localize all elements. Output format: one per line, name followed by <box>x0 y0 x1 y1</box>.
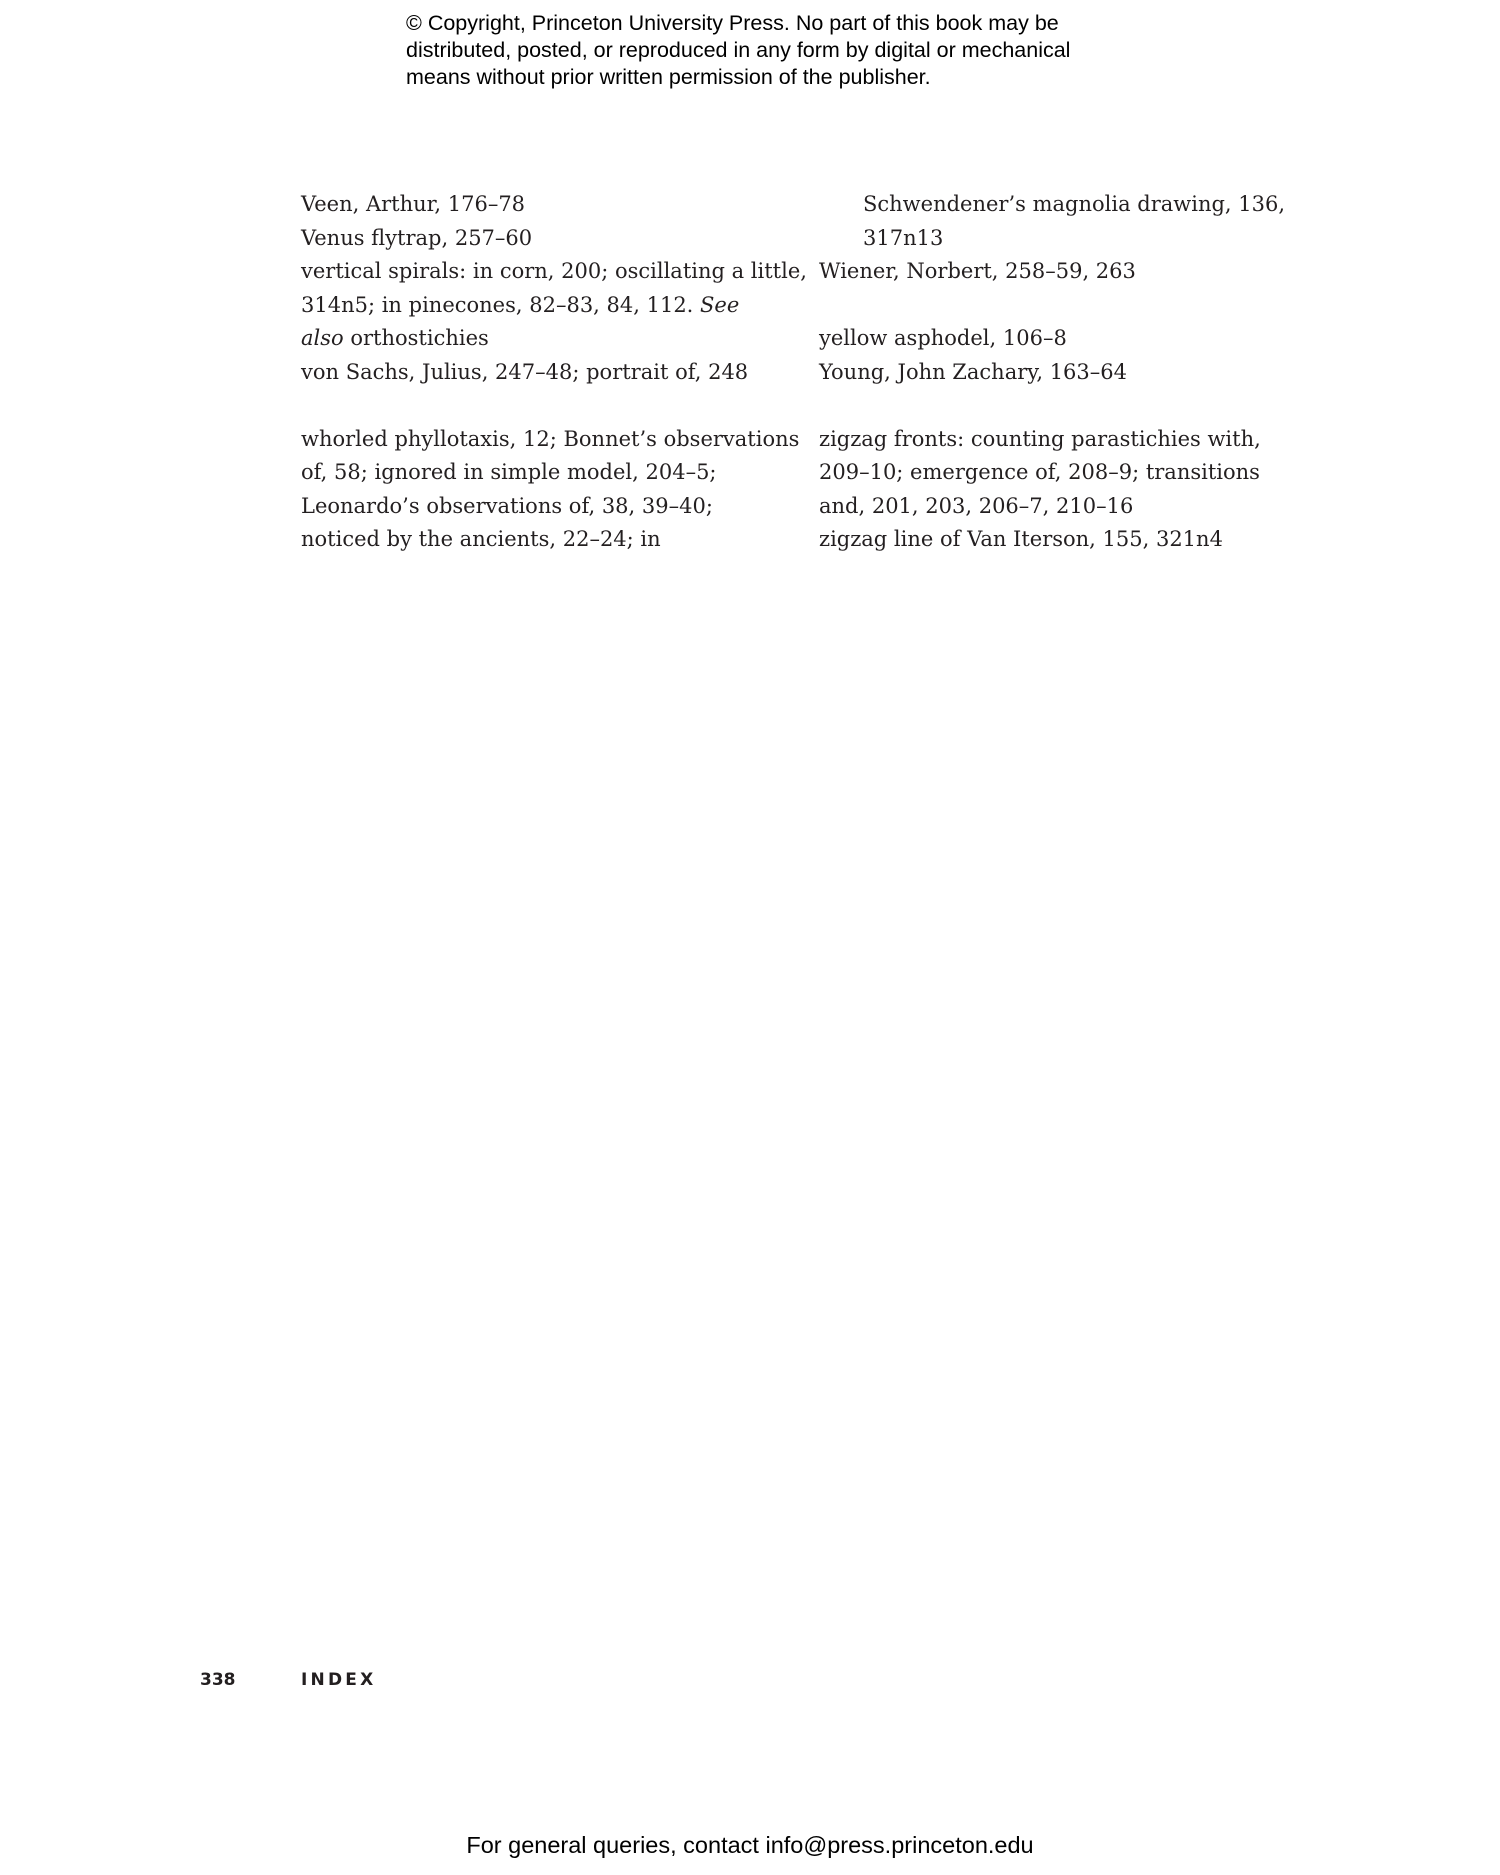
index-entry <box>819 423 1319 524</box>
see-also-reference: also <box>301 326 344 350</box>
letter-group-gap <box>819 389 1319 423</box>
index-entry <box>819 322 1319 356</box>
index-entry <box>301 423 801 557</box>
index-entry-text: of, 58; ignored in simple model, 204–5; <box>301 460 717 484</box>
index-entry <box>301 188 801 222</box>
copyright-line: distributed, posted, or reproduced in any form by digital or mechanical <box>406 38 1071 62</box>
copyright-line: means without prior written permission of the publisher. <box>406 65 931 89</box>
letter-group-gap <box>301 389 801 423</box>
index-entry-text: zigzag fronts: counting parastichies with, <box>819 426 1261 451</box>
index-entry <box>301 356 801 390</box>
index-entry-text: Schwendener’s magnolia drawing, 136, <box>863 192 1286 216</box>
index-entry-text: 314n5; in pinecones, 82–83, 84, 112. <box>301 292 694 317</box>
index-entry-text: 317n13 <box>863 225 944 250</box>
index-entry-continuation <box>819 188 1319 255</box>
index-entry-text: whorled phyllotaxis, 12; Bonnet’s observations <box>301 426 800 451</box>
index-entry-text: yellow asphodel, 106–8 <box>819 326 1067 350</box>
see-reference: See <box>700 292 740 317</box>
page-number: 338 <box>200 1670 236 1690</box>
letter-group-gap <box>819 289 1319 323</box>
index-entry-text: Venus flytrap, 257–60 <box>301 225 533 250</box>
index-entry-text: Leonardo’s observations of, 38, 39–40; <box>301 493 713 518</box>
index-entry <box>819 523 1319 557</box>
index-entry-text: Young, John Zachary, 163–64 <box>819 359 1127 384</box>
index-entry <box>301 255 807 356</box>
copyright-notice <box>406 10 1126 91</box>
footer-contact: For general queries, contact info@press.princeton.edu <box>466 1832 1034 1858</box>
running-head: INDEX <box>301 1670 377 1690</box>
index-entry-text: zigzag line of Van Iterson, 155, 321n4 <box>819 527 1223 551</box>
index-entry-text: 209–10; emergence of, 208–9; transitions <box>819 460 1260 484</box>
index-entry-line <box>301 322 801 356</box>
index-column-left <box>301 188 807 557</box>
index-entry-text: von Sachs, Julius, 247–48; portrait of, 248 <box>301 359 749 384</box>
copyright-line: © Copyright, Princeton University Press. No part of this book may be <box>406 11 1059 35</box>
index-entry <box>301 222 801 256</box>
index-entry-line <box>301 289 801 323</box>
index-entry-text: Wiener, Norbert, 258–59, 263 <box>819 259 1136 283</box>
index-entry <box>819 356 1319 390</box>
index-entry-text: orthostichies <box>350 326 489 350</box>
index-entry-text: Veen, Arthur, 176–78 <box>301 192 526 216</box>
index-column-right <box>819 188 1319 557</box>
index-entry <box>819 255 1319 289</box>
index-entry-text: vertical spirals: in corn, 200; oscillating a little, <box>301 259 807 283</box>
index-entry-text: noticed by the ancients, 22–24; in <box>301 527 661 551</box>
index-entry-text: and, 201, 203, 206–7, 210–16 <box>819 493 1134 518</box>
